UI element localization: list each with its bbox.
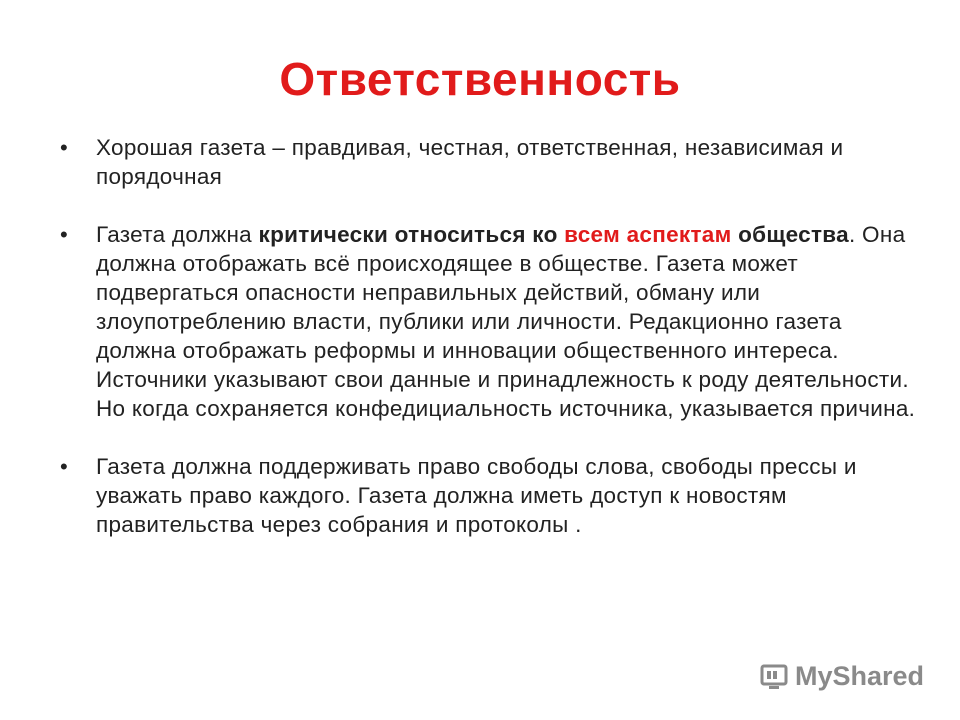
bullet-dot-icon: • [60,454,69,479]
bullet-emphasis: общества [738,222,849,247]
bullet-item [60,220,920,423]
bullet-text-segment: Газета должна [96,222,259,247]
bullet-emphasis: критически относиться ко [258,222,565,247]
bullet-text-segment: Газета должна поддерживать право свободы слова, свободы прессы и уважать право каждого. Газета должна иметь доступ к новостям правительства через собрания и протоколы . [96,454,857,537]
watermark-text: MyShared [794,661,924,691]
bullet-dot-icon: • [60,135,69,160]
myshared-logo-icon [759,662,789,692]
bullet-text [96,135,843,189]
bullet-text [96,454,857,537]
bullet-item [60,452,920,539]
bullet-list [60,133,920,568]
bullet-text-segment: . Она должна отображать всё происходящее в обществе. Газета может подвергаться опасности неправильных действий, обману или злоупотреблению власти, публики или личности. Редакционно газета должна отображать реформы и инновации общественного интереса. Источники указывают свои данные и принадлежность к роду деятельности. Но когда сохраняется конфедициальность источника, указывается причина. [96,222,916,421]
bullet-highlight: всем аспектам [564,222,732,247]
watermark [759,661,924,692]
bullet-text-segment: Хорошая газета – правдивая, честная, ответственная, независимая и порядочная [96,135,844,189]
bullet-item [60,133,920,191]
bullet-text [96,222,915,421]
slide-title: Ответственность [279,53,681,105]
bullet-dot-icon: • [60,222,69,247]
